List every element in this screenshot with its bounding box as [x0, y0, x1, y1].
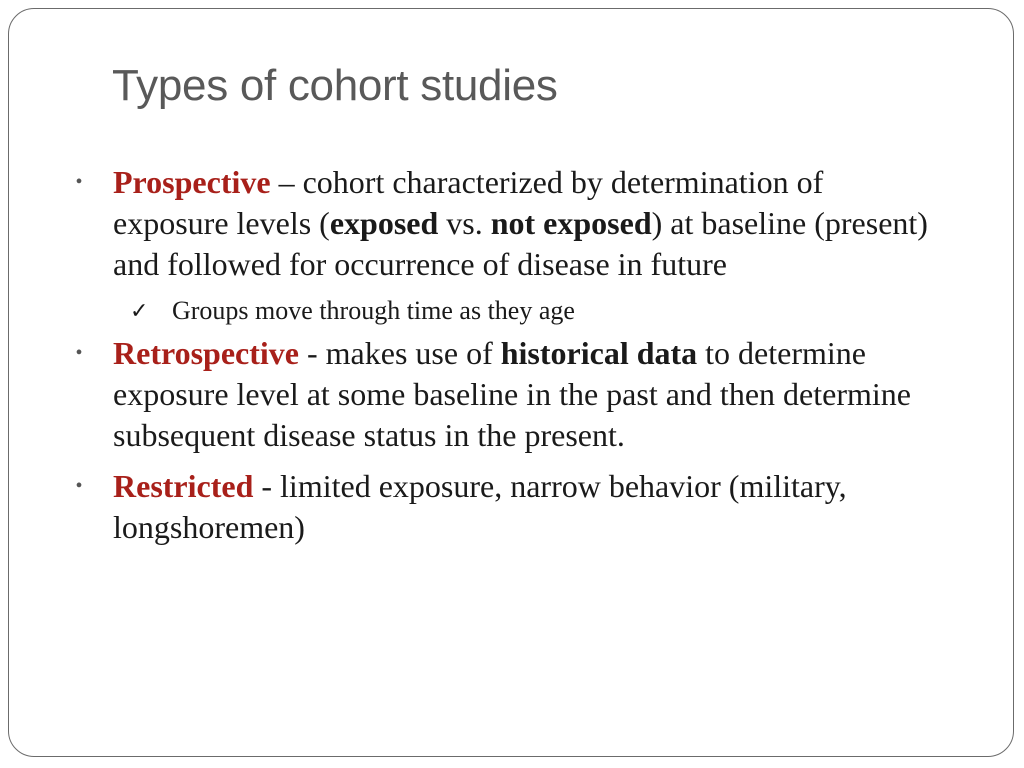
bullet-text: - makes use of	[299, 335, 501, 371]
bullet-emphasis: historical data	[500, 335, 698, 371]
bullet-text: to determine exposure level at some baseline in the past and then determine subsequent disease status in the present.	[113, 335, 911, 453]
bullet-text: – cohort characterized by determination of exposure levels (	[113, 164, 824, 241]
bullet-dot-icon: •	[75, 475, 83, 497]
bullet-retrospective	[72, 333, 932, 456]
bullet-text: - limited exposure, narrow behavior (military, longshoremen)	[113, 468, 847, 545]
sub-bullet-text: Groups move through time as they age	[172, 296, 575, 325]
sub-bullet-groups	[72, 293, 932, 329]
bullet-prospective	[72, 162, 932, 285]
bullet-term: Restricted	[113, 468, 254, 504]
bullet-term: Retrospective	[113, 335, 299, 371]
bullet-text: ) at baseline (present) and followed for occurrence of disease in future	[113, 205, 928, 282]
bullet-emphasis: exposed	[329, 205, 439, 241]
slide-content	[72, 162, 932, 548]
bullet-text: vs.	[438, 205, 491, 241]
bullet-dot-icon: •	[75, 342, 83, 364]
bullet-restricted	[72, 466, 932, 548]
bullet-term: Prospective	[113, 164, 271, 200]
slide-title: Types of cohort studies	[112, 61, 558, 110]
checkmark-icon: ✓	[130, 298, 149, 323]
bullet-dot-icon: •	[75, 171, 83, 193]
bullet-emphasis: not exposed	[490, 205, 652, 241]
